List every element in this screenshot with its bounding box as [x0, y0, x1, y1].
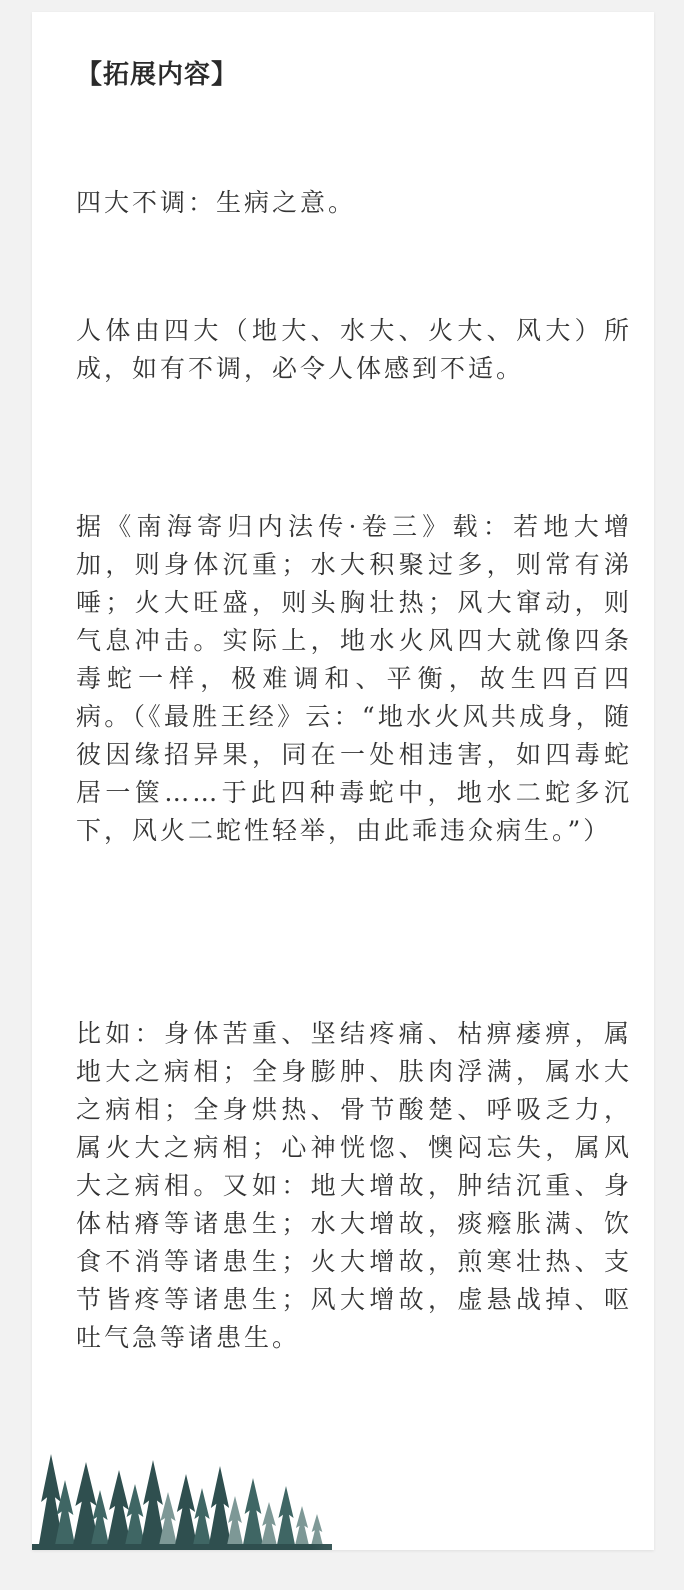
paragraph-definition: 四大不调：生病之意。 [76, 188, 357, 217]
section-heading: 【拓展内容】 [76, 60, 239, 90]
article-card [32, 12, 654, 1550]
paragraph-symptoms: 比如：身体苦重、坚结疼痛、枯痹痿痹，属地大之病相；全身膨肿、肤肉浮满，属水大之病相；全身烘热、骨节酸楚、呼吸乏力，属火大之病相；心神恍惚、懊闷忘失，属风大之病相。又如：地大增故，肿结沉重、身体枯瘠等诸患生；水大增故，痰癊胀满、饮食不消等诸患生；火大增故，煎寒壮热、支节皆疼等诸患生；风大增故，虚悬战掉、呕吐气急等诸患生。 [76, 1019, 632, 1352]
forest-illustration [32, 1440, 654, 1550]
paragraph-scripture-quote: 据《南海寄归内法传·卷三》载：若地大增加，则身体沉重；水大积聚过多，则常有涕唾；火大旺盛，则头胸壮热；风大窜动，则气息冲击。实际上，地水火风四大就像四条毒蛇一样，极难调和、平衡，故生四百四病。（《最胜王经》云：“地水火风共成身，随彼因缘招异果，同在一处相违害，如四毒蛇居一箧……于此四种毒蛇中，地水二蛇多沉下，风火二蛇性轻举，由此乖违众病生。”） [76, 512, 632, 845]
paragraph-four-elements: 人体由四大（地大、水大、火大、风大）所成，如有不调，必令人体感到不适。 [76, 316, 632, 383]
